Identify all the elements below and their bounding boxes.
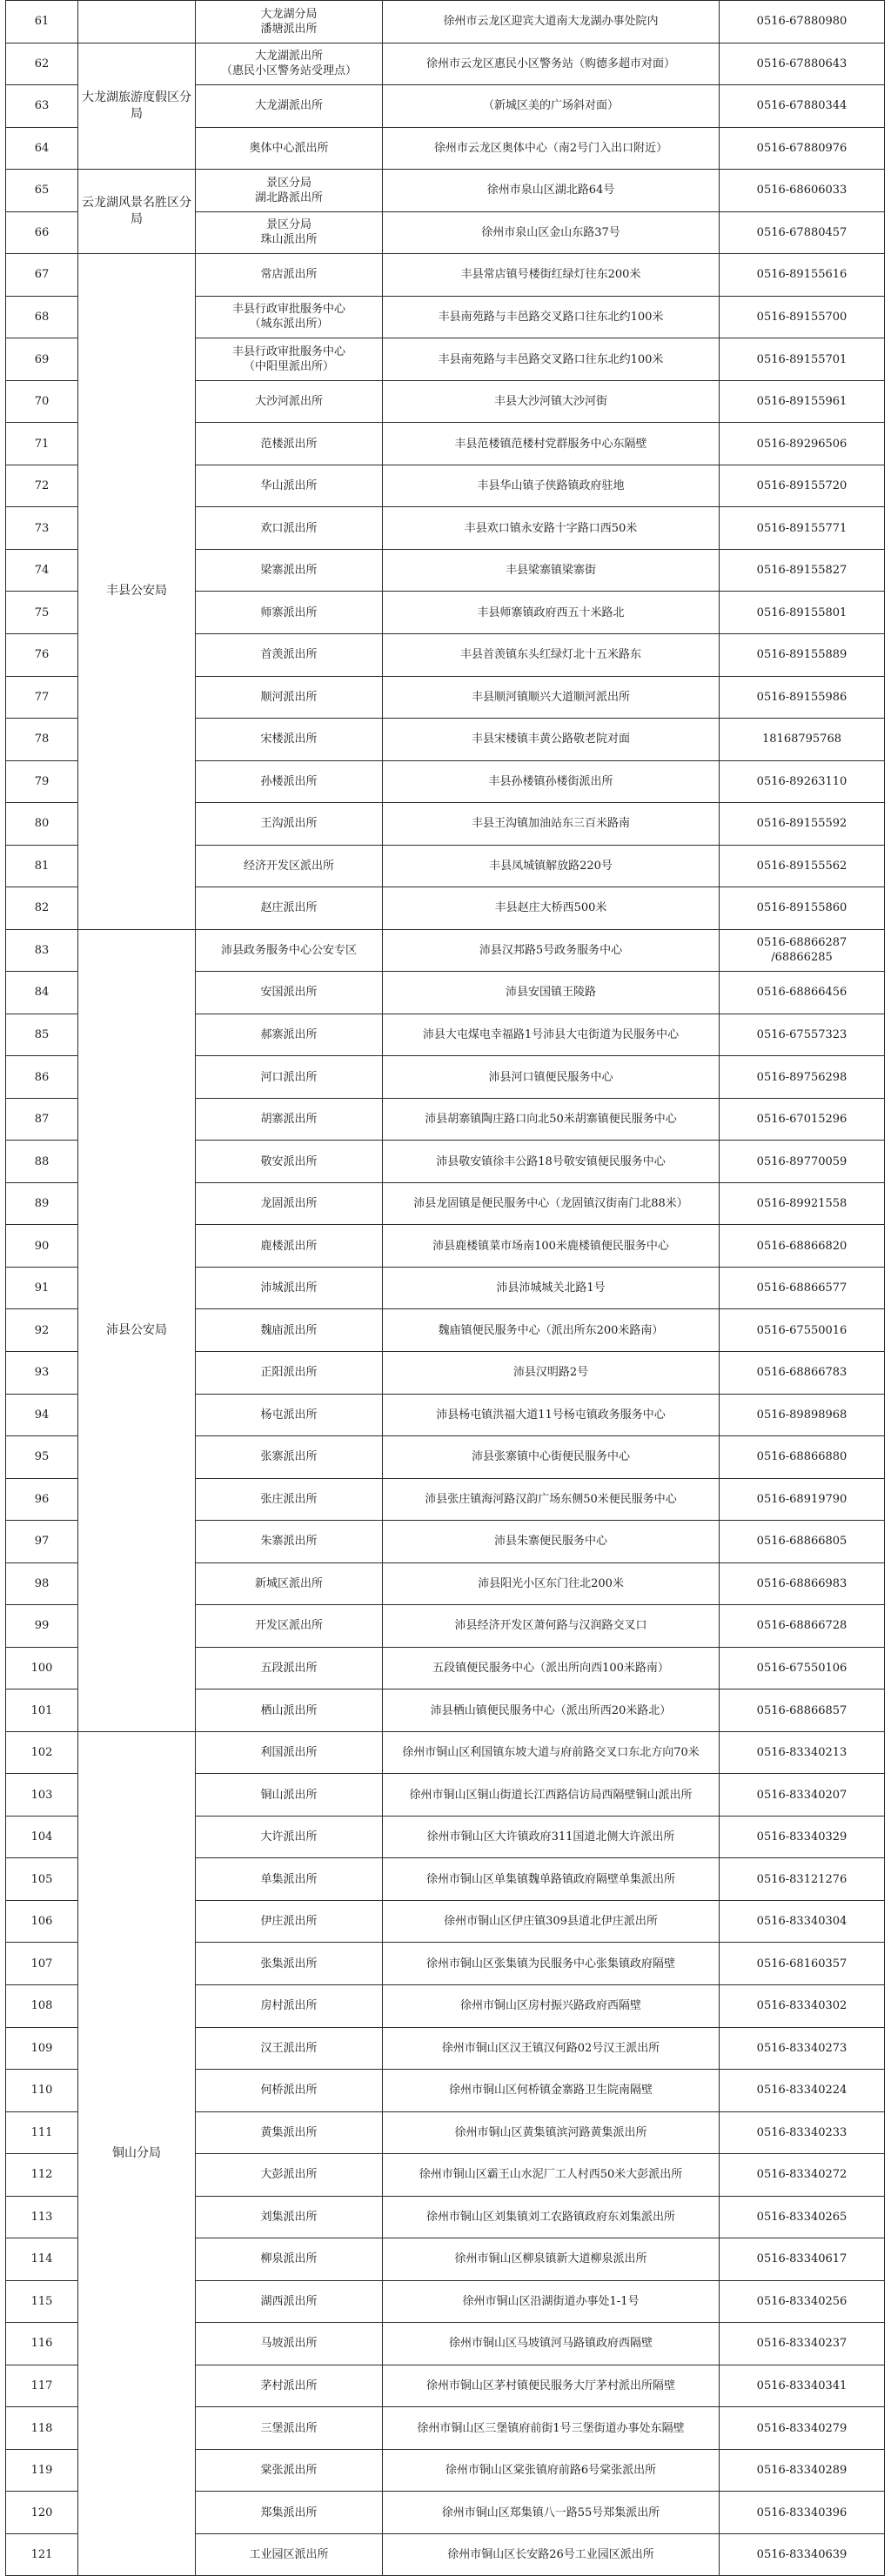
address-cell: 沛县沛城城关北路1号 [383,1267,720,1309]
address-cell: 丰县南苑路与丰邑路交叉路口往东北约100米 [383,296,720,338]
row-number: 100 [6,1647,78,1689]
row-number: 83 [6,929,78,972]
phone-cell: 0516-67880457 [720,211,885,254]
phone-cell: 0516-83340213 [720,1731,885,1774]
station-name: 朱寨派出所 [196,1521,383,1563]
address-cell: 徐州市铜山区何桥镇金寨路卫生院南隔壁 [383,2070,720,2112]
address-cell: 沛县汉邦路5号政务服务中心 [383,929,720,972]
row-number: 66 [6,211,78,254]
station-name: 湖西派出所 [196,2280,383,2323]
station-name: 大沙河派出所 [196,380,383,423]
address-cell: 丰县赵庄大桥西500米 [383,887,720,930]
station-name: 刘集派出所 [196,2196,383,2238]
station-name: 新城区派出所 [196,1562,383,1605]
row-number: 67 [6,254,78,297]
address-cell: 沛县朱寨便民服务中心 [383,1521,720,1563]
address-cell: 丰县欢口镇永安路十字路口西50米 [383,507,720,550]
address-cell: 沛县张庄镇海河路汉韵广场东侧50米便民服务中心 [383,1478,720,1521]
row-number: 73 [6,507,78,550]
station-name: 铜山派出所 [196,1774,383,1817]
station-name: 顺河派出所 [196,676,383,719]
station-name: 景区分局 湖北路派出所 [196,170,383,212]
address-cell: 丰县王沟镇加油站东三百米路南 [383,803,720,846]
station-name: 五段派出所 [196,1647,383,1689]
station-name: 三堡派出所 [196,2407,383,2450]
phone-cell: 0516-67880976 [720,127,885,170]
row-number: 92 [6,1309,78,1352]
row-number: 91 [6,1267,78,1309]
phone-cell: 0516-89155961 [720,380,885,423]
address-cell: 徐州市铜山区沿湖街道办事处1-1号 [383,2280,720,2323]
address-cell: 魏庙镇便民服务中心（派出所东200米路南） [383,1309,720,1352]
station-name: 栖山派出所 [196,1689,383,1732]
station-name: 师寨派出所 [196,592,383,634]
row-number: 70 [6,380,78,423]
station-name: 郝寨派出所 [196,1014,383,1056]
row-number: 105 [6,1858,78,1901]
phone-cell: 0516-83340639 [720,2533,885,2576]
row-number: 117 [6,2365,78,2407]
station-name: 常店派出所 [196,254,383,297]
address-cell: 丰县孙楼镇孙楼街派出所 [383,760,720,803]
address-cell: 沛县汉明路2号 [383,1352,720,1395]
address-cell: 丰县南苑路与丰邑路交叉路口往东北约100米 [383,338,720,381]
station-name: 张寨派出所 [196,1436,383,1479]
phone-cell: 0516-68866456 [720,972,885,1014]
address-cell: 徐州市泉山区金山东路37号 [383,211,720,254]
row-number: 87 [6,1098,78,1141]
row-number: 71 [6,423,78,465]
phone-cell: 0516-83340224 [720,2070,885,2112]
station-name: 胡寨派出所 [196,1098,383,1141]
row-number: 109 [6,2027,78,2070]
district-cell: 铜山分局 [78,1731,196,2576]
station-name: 开发区派出所 [196,1605,383,1648]
phone-cell: 0516-68866287 /68866285 [720,929,885,972]
row-number: 75 [6,592,78,634]
phone-cell: 18168795768 [720,719,885,761]
phone-cell: 0516-83340265 [720,2196,885,2238]
row-number: 74 [6,549,78,592]
station-name: 华山派出所 [196,465,383,507]
row-number: 61 [6,1,78,43]
district-cell: 丰县公安局 [78,254,196,930]
phone-cell: 0516-67550106 [720,1647,885,1689]
phone-cell: 0516-89155720 [720,465,885,507]
phone-cell: 0516-83340304 [720,1900,885,1943]
phone-cell: 0516-89155771 [720,507,885,550]
table-row [6,170,885,212]
police-station-table [5,0,885,2576]
station-name: 工业园区派出所 [196,2533,383,2576]
address-cell: 沛县栖山镇便民服务中心（派出所西20米路北） [383,1689,720,1732]
address-cell: 徐州市铜山区霸王山水泥厂工人村西50米大彭派出所 [383,2154,720,2197]
address-cell: 丰县常店镇号楼街红绿灯往东200米 [383,254,720,297]
station-name: 龙固派出所 [196,1182,383,1225]
row-number: 78 [6,719,78,761]
address-cell: 徐州市铜山区柳泉镇新大道柳泉派出所 [383,2238,720,2281]
address-cell: 徐州市泉山区湖北路64号 [383,170,720,212]
station-name: 伊庄派出所 [196,1900,383,1943]
row-number: 93 [6,1352,78,1395]
phone-cell: 0516-89155700 [720,296,885,338]
row-number: 119 [6,2449,78,2492]
station-name: 景区分局 珠山派出所 [196,211,383,254]
station-name: 王沟派出所 [196,803,383,846]
address-cell: 徐州市铜山区长安路26号工业园区派出所 [383,2533,720,2576]
station-name: 房村派出所 [196,1984,383,2027]
station-name: 汉王派出所 [196,2027,383,2070]
station-name: 正阳派出所 [196,1352,383,1395]
address-cell: 沛县阳光小区东门往北200米 [383,1562,720,1605]
row-number: 85 [6,1014,78,1056]
address-cell: 徐州市铜山区马坡镇河马路镇政府西隔壁 [383,2323,720,2365]
address-cell: 丰县梁寨镇梁寨街 [383,549,720,592]
address-cell: 沛县杨屯镇洪福大道11号杨屯镇政务服务中心 [383,1394,720,1436]
address-cell: 徐州市云龙区惠民小区警务站（购德多超市对面） [383,43,720,85]
phone-cell: 0516-89898968 [720,1394,885,1436]
address-cell: 徐州市铜山区茅村镇便民服务大厅茅村派出所隔壁 [383,2365,720,2407]
phone-cell: 0516-83340329 [720,1816,885,1858]
phone-cell: 0516-67880980 [720,1,885,43]
phone-cell: 0516-89155889 [720,633,885,676]
station-name: 安国派出所 [196,972,383,1014]
phone-cell: 0516-89770059 [720,1141,885,1183]
row-number: 107 [6,1943,78,1985]
row-number: 97 [6,1521,78,1563]
station-name: 沛县政务服务中心公安专区 [196,929,383,972]
address-cell: 丰县凤城镇解放路220号 [383,845,720,887]
station-name: 丰县行政审批服务中心 （城东派出所） [196,296,383,338]
address-cell: 沛县鹿楼镇菜市场南100米鹿楼镇便民服务中心 [383,1225,720,1268]
row-number: 99 [6,1605,78,1648]
phone-cell: 0516-83340272 [720,2154,885,2197]
station-name: 马坡派出所 [196,2323,383,2365]
row-number: 88 [6,1141,78,1183]
station-name: 张庄派出所 [196,1478,383,1521]
row-number: 84 [6,972,78,1014]
station-name: 河口派出所 [196,1056,383,1099]
phone-cell: 0516-68866880 [720,1436,885,1479]
address-cell: 丰县首羡镇东头红绿灯北十五米路东 [383,633,720,676]
address-cell: 徐州市铜山区黄集镇滨河路黄集派出所 [383,2111,720,2154]
phone-cell: 0516-89155827 [720,549,885,592]
phone-cell: 0516-89263110 [720,760,885,803]
address-cell: 沛县龙固镇是便民服务中心（龙固镇汉街南门北88米） [383,1182,720,1225]
row-number: 118 [6,2407,78,2450]
address-cell: 徐州市铜山区刘集镇刘工农路镇政府东刘集派出所 [383,2196,720,2238]
station-name: 孙楼派出所 [196,760,383,803]
phone-cell: 0516-83340289 [720,2449,885,2492]
row-number: 82 [6,887,78,930]
address-cell: （新城区美的广场斜对面） [383,85,720,128]
row-number: 94 [6,1394,78,1436]
row-number: 121 [6,2533,78,2576]
address-cell: 丰县师寨镇政府西五十米路北 [383,592,720,634]
phone-cell: 0516-83340302 [720,1984,885,2027]
row-number: 65 [6,170,78,212]
station-name: 大龙湖派出所 （惠民小区警务站受理点） [196,43,383,85]
phone-cell: 0516-67557323 [720,1014,885,1056]
row-number: 86 [6,1056,78,1099]
phone-cell: 0516-89155801 [720,592,885,634]
phone-cell: 0516-68866820 [720,1225,885,1268]
row-number: 106 [6,1900,78,1943]
address-cell: 沛县河口镇便民服务中心 [383,1056,720,1099]
row-number: 120 [6,2492,78,2534]
row-number: 114 [6,2238,78,2281]
phone-cell: 0516-89155860 [720,887,885,930]
row-number: 95 [6,1436,78,1479]
address-cell: 徐州市云龙区迎宾大道南大龙湖办事处院内 [383,1,720,43]
row-number: 101 [6,1689,78,1732]
row-number: 76 [6,633,78,676]
address-cell: 五段镇便民服务中心（派出所向西100米路南） [383,1647,720,1689]
row-number: 64 [6,127,78,170]
station-name: 利国派出所 [196,1731,383,1774]
table-row [6,254,885,297]
phone-cell: 0516-68866857 [720,1689,885,1732]
phone-cell: 0516-89756298 [720,1056,885,1099]
address-cell: 沛县大屯煤电幸福路1号沛县大屯街道为民服务中心 [383,1014,720,1056]
address-cell: 徐州市铜山区张集镇为民服务中心张集镇政府隔壁 [383,1943,720,1985]
table-row [6,1,885,43]
phone-cell: 0516-83340207 [720,1774,885,1817]
phone-cell: 0516-83340341 [720,2365,885,2407]
phone-cell: 0516-67880344 [720,85,885,128]
row-number: 68 [6,296,78,338]
row-number: 72 [6,465,78,507]
row-number: 112 [6,2154,78,2197]
phone-cell: 0516-67880643 [720,43,885,85]
station-name: 梁寨派出所 [196,549,383,592]
row-number: 98 [6,1562,78,1605]
station-name: 鹿楼派出所 [196,1225,383,1268]
table-row [6,1731,885,1774]
phone-cell: 0516-89155701 [720,338,885,381]
district-cell: 大龙湖旅游度假区分局 [78,43,196,170]
phone-cell: 0516-89155616 [720,254,885,297]
row-number: 111 [6,2111,78,2154]
phone-cell: 0516-68866783 [720,1352,885,1395]
station-name: 魏庙派出所 [196,1309,383,1352]
row-number: 63 [6,85,78,128]
address-cell: 丰县宋楼镇丰黄公路敬老院对面 [383,719,720,761]
address-cell: 徐州市铜山区伊庄镇309县道北伊庄派出所 [383,1900,720,1943]
phone-cell: 0516-83340396 [720,2492,885,2534]
phone-cell: 0516-68866983 [720,1562,885,1605]
phone-cell: 0516-83121276 [720,1858,885,1901]
phone-cell: 0516-83340273 [720,2027,885,2070]
station-name: 棠张派出所 [196,2449,383,2492]
row-number: 102 [6,1731,78,1774]
phone-cell: 0516-68606033 [720,170,885,212]
station-name: 丰县行政审批服务中心 （中阳里派出所） [196,338,383,381]
station-name: 沛城派出所 [196,1267,383,1309]
station-name: 黄集派出所 [196,2111,383,2154]
address-cell: 沛县安国镇王陵路 [383,972,720,1014]
district-cell [78,1,196,43]
phone-cell: 0516-83340237 [720,2323,885,2365]
station-name: 欢口派出所 [196,507,383,550]
phone-cell: 0516-68866805 [720,1521,885,1563]
address-cell: 丰县大沙河镇大沙河街 [383,380,720,423]
address-cell: 丰县范楼镇范楼村党群服务中心东隔壁 [383,423,720,465]
phone-cell: 0516-89155592 [720,803,885,846]
station-name: 大彭派出所 [196,2154,383,2197]
row-number: 104 [6,1816,78,1858]
row-number: 80 [6,803,78,846]
address-cell: 徐州市铜山区单集镇魏单路镇政府隔壁单集派出所 [383,1858,720,1901]
phone-cell: 0516-89155986 [720,676,885,719]
address-cell: 丰县华山镇子侠路镇政府驻地 [383,465,720,507]
phone-cell: 0516-68866728 [720,1605,885,1648]
district-cell: 云龙湖风景名胜区分局 [78,170,196,254]
address-cell: 徐州市铜山区利国镇东坡大道与府前路交叉口东北方向70米 [383,1731,720,1774]
row-number: 113 [6,2196,78,2238]
phone-cell: 0516-83340256 [720,2280,885,2323]
row-number: 90 [6,1225,78,1268]
station-name: 单集派出所 [196,1858,383,1901]
address-cell: 徐州市云龙区奥体中心（南2号门入出口附近） [383,127,720,170]
phone-cell: 0516-68866577 [720,1267,885,1309]
address-cell: 沛县敬安镇徐丰公路18号敬安镇便民服务中心 [383,1141,720,1183]
station-name: 茅村派出所 [196,2365,383,2407]
row-number: 77 [6,676,78,719]
station-name: 大龙湖派出所 [196,85,383,128]
row-number: 116 [6,2323,78,2365]
station-name: 赵庄派出所 [196,887,383,930]
phone-cell: 0516-83340279 [720,2407,885,2450]
address-cell: 徐州市铜山区汉王镇汉何路02号汉王派出所 [383,2027,720,2070]
station-name: 何桥派出所 [196,2070,383,2112]
district-cell: 沛县公安局 [78,929,196,1731]
phone-cell: 0516-67550016 [720,1309,885,1352]
table-row [6,43,885,85]
row-number: 110 [6,2070,78,2112]
station-name: 郑集派出所 [196,2492,383,2534]
row-number: 96 [6,1478,78,1521]
address-cell: 沛县经济开发区萧何路与汉润路交叉口 [383,1605,720,1648]
phone-cell: 0516-83340233 [720,2111,885,2154]
address-cell: 徐州市铜山区棠张镇府前路6号棠张派出所 [383,2449,720,2492]
address-cell: 徐州市铜山区三堡镇府前街1号三堡街道办事处东隔壁 [383,2407,720,2450]
row-number: 103 [6,1774,78,1817]
station-name: 奥体中心派出所 [196,127,383,170]
station-name: 敬安派出所 [196,1141,383,1183]
phone-cell: 0516-83340617 [720,2238,885,2281]
phone-cell: 0516-68919790 [720,1478,885,1521]
row-number: 89 [6,1182,78,1225]
station-name: 首羡派出所 [196,633,383,676]
station-name: 张集派出所 [196,1943,383,1985]
address-cell: 沛县张寨镇中心街便民服务中心 [383,1436,720,1479]
address-cell: 徐州市铜山区大许镇政府311国道北侧大许派出所 [383,1816,720,1858]
station-name: 大许派出所 [196,1816,383,1858]
station-name: 大龙湖分局 潘塘派出所 [196,1,383,43]
station-name: 杨屯派出所 [196,1394,383,1436]
address-cell: 徐州市铜山区房村振兴路政府西隔壁 [383,1984,720,2027]
phone-cell: 0516-68160357 [720,1943,885,1985]
row-number: 108 [6,1984,78,2027]
station-name: 范楼派出所 [196,423,383,465]
address-cell: 徐州市铜山区铜山街道长江西路信访局西隔壁铜山派出所 [383,1774,720,1817]
station-name: 经济开发区派出所 [196,845,383,887]
address-cell: 沛县胡寨镇陶庄路口向北50米胡寨镇便民服务中心 [383,1098,720,1141]
address-cell: 丰县顺河镇顺兴大道顺河派出所 [383,676,720,719]
row-number: 115 [6,2280,78,2323]
phone-cell: 0516-89921558 [720,1182,885,1225]
phone-cell: 0516-67015296 [720,1098,885,1141]
row-number: 81 [6,845,78,887]
row-number: 62 [6,43,78,85]
table-row [6,929,885,972]
station-name: 宋楼派出所 [196,719,383,761]
station-name: 柳泉派出所 [196,2238,383,2281]
address-cell: 徐州市铜山区郑集镇八一路55号郑集派出所 [383,2492,720,2534]
phone-cell: 0516-89296506 [720,423,885,465]
row-number: 79 [6,760,78,803]
row-number: 69 [6,338,78,381]
phone-cell: 0516-89155562 [720,845,885,887]
